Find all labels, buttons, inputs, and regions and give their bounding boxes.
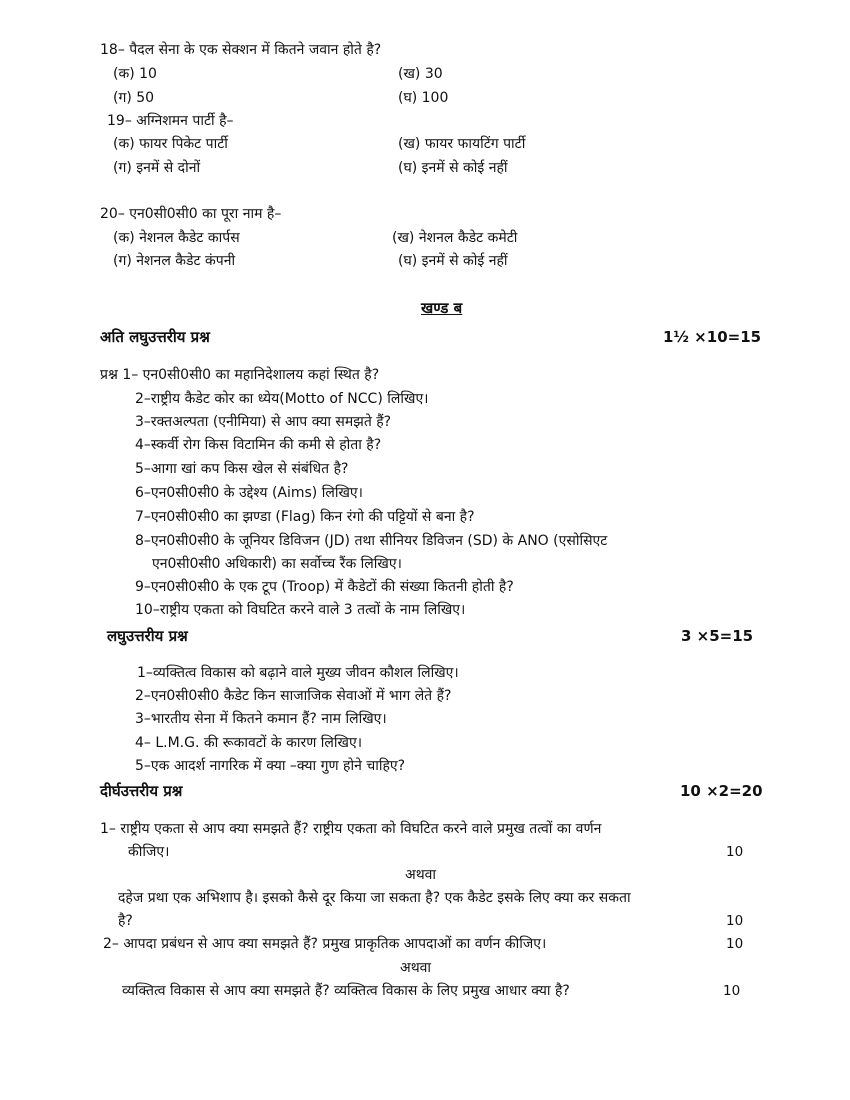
section-b-title: खण्ड ब xyxy=(421,299,463,317)
mcq-20-option-c: (ग) नेशनल कैडेट कंपनी xyxy=(113,253,236,269)
short-marks: 3 ×5=15 xyxy=(681,627,754,645)
mcq-question-18: 18– पैदल सेना के एक सेक्शन में कितने जवान होते है? xyxy=(100,42,382,58)
mcq-19-option-a: (क) फायर पिकेट पार्टी xyxy=(113,136,228,152)
mcq-18-option-a: (क) 10 xyxy=(113,66,157,82)
long-marks: 10 ×2=20 xyxy=(680,782,763,800)
mcq-19-option-b: (ख) फायर फायटिंग पार्टी xyxy=(398,136,526,152)
very-short-q10: 10–राष्ट्रीय एकता को विघटित करने वाले 3 तत्वों के नाम लिखिए। xyxy=(135,602,466,618)
long-alt2-marks: 10 xyxy=(723,983,741,999)
very-short-heading: अति लघुउत्तरीय प्रश्न xyxy=(100,328,210,346)
short-q3: 3–भारतीय सेना में कितने कमान हैं? नाम लिखिए। xyxy=(135,711,387,727)
very-short-q1: प्रश्न 1– एन0सी0सी0 का महानिदेशालय कहां स्थित है? xyxy=(100,367,380,383)
mcq-18-option-c: (ग) 50 xyxy=(113,90,155,106)
mcq-question-20: 20– एन0सी0सी0 का पूरा नाम है– xyxy=(100,206,282,222)
long-q1-marks: 10 xyxy=(726,844,744,860)
or-divider-1: अथवा xyxy=(405,867,437,883)
long-alt2: व्यक्तित्व विकास से आप क्या समझते हैं? व्यक्तित्व विकास के लिए प्रमुख आधार क्या है? xyxy=(122,983,570,999)
mcq-19-option-c: (ग) इनमें से दोनों xyxy=(113,160,201,176)
mcq-19-option-d: (घ) इनमें से कोई नहीं xyxy=(398,160,508,176)
very-short-q8-line1: 8–एन0सी0सी0 के जूनियर डिविजन (JD) तथा सीनियर डिविजन (SD) के ANO (एसोसिएट xyxy=(135,533,608,549)
long-alt1-marks: 10 xyxy=(726,913,744,929)
long-alt1-line1: दहेज प्रथा एक अभिशाप है। इसको कैसे दूर किया जा सकता है? एक कैडेट इसके लिए क्या कर सकता xyxy=(118,890,631,906)
very-short-marks: 1½ ×10=15 xyxy=(663,328,762,346)
very-short-q9: 9–एन0सी0सी0 के एक टूप (Troop) में कैडेटों की संख्या कितनी होती है? xyxy=(135,579,514,595)
short-heading: लघुउत्तरीय प्रश्न xyxy=(107,627,188,645)
mcq-20-option-b: (ख) नेशनल कैडेट कमेटी xyxy=(392,230,518,246)
long-q2-marks: 10 xyxy=(726,936,744,952)
mcq-20-option-a: (क) नेशनल कैडेट कार्पस xyxy=(113,230,240,246)
long-heading: दीर्घउत्तरीय प्रश्न xyxy=(100,782,183,800)
or-divider-2: अथवा xyxy=(400,960,432,976)
mcq-question-19: 19– अग्निशमन पार्टी है– xyxy=(107,113,234,129)
short-q5: 5–एक आदर्श नागरिक में क्या –क्या गुण होने चाहिए? xyxy=(135,758,406,774)
long-alt1-line2: है? xyxy=(118,913,133,929)
short-q2: 2–एन0सी0सी0 कैडेट किन साजाजिक सेवाओं में भाग लेते हैं? xyxy=(135,688,452,704)
very-short-q5: 5–आगा खां कप किस खेल से संबंधित है? xyxy=(135,461,349,477)
very-short-q3: 3–रक्तअल्पता (एनीमिया) से आप क्या समझते हैं? xyxy=(135,414,392,430)
long-q1-line2: कीजिए। xyxy=(128,844,170,860)
mcq-18-option-d: (घ) 100 xyxy=(398,90,449,106)
very-short-q2: 2–राष्ट्रीय कैडेट कोर का ध्येय(Motto of NCC) लिखिए। xyxy=(135,391,429,407)
very-short-q6: 6–एन0सी0सी0 के उद्देश्य (Aims) लिखिए। xyxy=(135,485,363,501)
mcq-20-option-d: (घ) इनमें से कोई नहीं xyxy=(398,253,508,269)
very-short-q4: 4–स्कर्वी रोग किस विटामिन की कमी से होता है? xyxy=(135,437,382,453)
short-q1: 1–व्यक्तित्व विकास को बढ़ाने वाले मुख्य जीवन कौशल लिखिए। xyxy=(137,665,459,681)
very-short-q7: 7–एन0सी0सी0 का झण्डा (Flag) किन रंगो की पट्टियों से बना है? xyxy=(135,509,475,525)
long-q2: 2– आपदा प्रबंधन से आप क्या समझते हैं? प्रमुख प्राकृतिक आपदाओं का वर्णन कीजिए। xyxy=(103,936,547,952)
mcq-18-option-b: (ख) 30 xyxy=(398,66,443,82)
short-q4: 4– L.M.G. की रूकावटों के कारण लिखिए। xyxy=(135,735,363,751)
long-q1-line1: 1– राष्ट्रीय एकता से आप क्या समझते हैं? राष्ट्रीय एकता को विघटित करने वाले प्रमुख तत्वों का वर्णन xyxy=(100,821,602,837)
very-short-q8-line2: एन0सी0सी0 अधिकारी) का सर्वोच्च रैंक लिखिए। xyxy=(152,556,402,572)
